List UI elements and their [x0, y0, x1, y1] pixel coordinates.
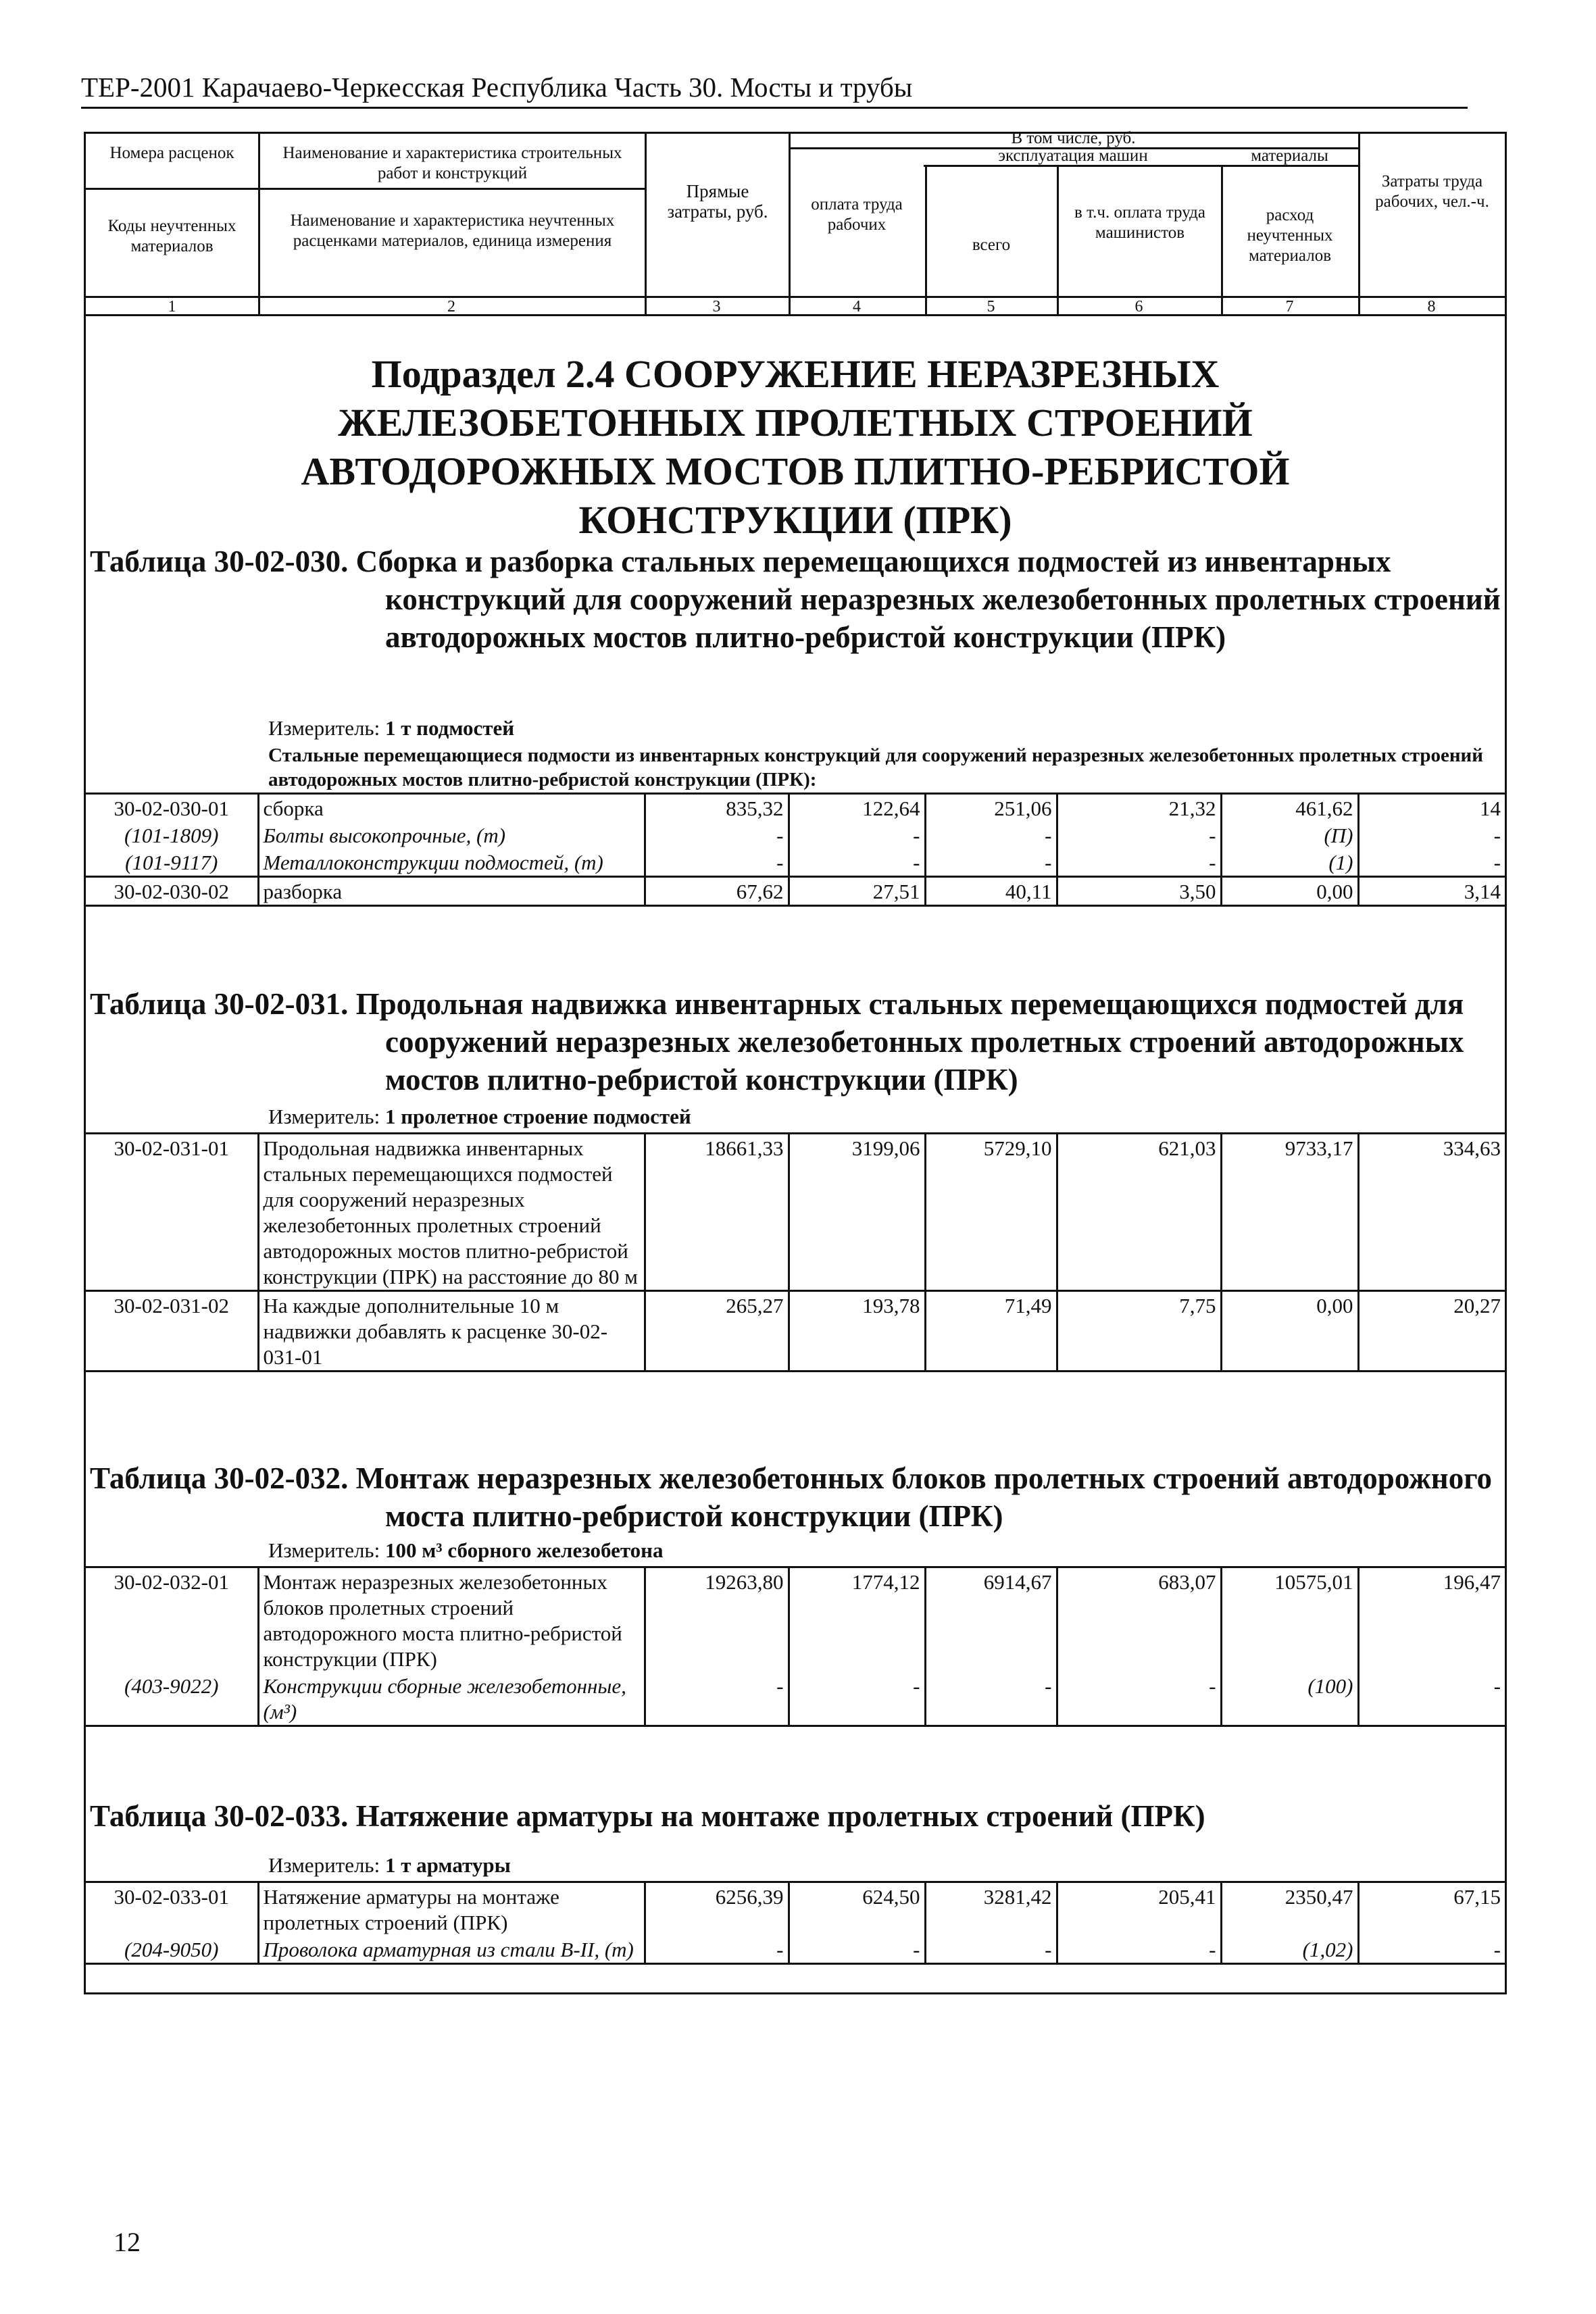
rate-name: Конструкции сборные железобетонные, (м³) [258, 1672, 645, 1726]
labor-cell: 3,14 [1358, 877, 1505, 906]
page-header: ТЕР-2001 Карачаево-Черкесская Республика Часть 30. Мосты и трубы [81, 72, 913, 103]
wages-cell: 27,51 [789, 877, 925, 906]
wages-cell: 122,64 [789, 794, 925, 822]
rate-row [86, 1291, 1505, 1372]
rate-name: На каждые дополнительные 10 м надвижки добавлять к расценке 30-02-031-01 [258, 1291, 645, 1372]
table-meter [268, 1853, 511, 1878]
machinists-cell: 7,75 [1057, 1291, 1221, 1372]
header-materials: материалы [1251, 147, 1328, 165]
labor-cell: - [1358, 822, 1505, 849]
table-title: Таблица 30-02-032. Монтаж неразрезных железобетонных блоков пролетных строений автодорожного моста плитно-ребристой конструкции (ПРК) [90, 1461, 1493, 1533]
machines-cell: - [925, 849, 1057, 877]
direct-costs: 67,62 [645, 877, 789, 906]
table-meter [268, 1105, 691, 1129]
material-row [86, 822, 1505, 849]
direct-costs: 265,27 [645, 1291, 789, 1372]
machinists-cell: - [1057, 822, 1221, 849]
meter-value: 1 т арматуры [384, 1853, 511, 1877]
wages-cell: 193,78 [789, 1291, 925, 1372]
header-codes: Номера расценок [109, 144, 234, 162]
direct-costs: 6256,39 [645, 1882, 789, 1936]
machines-cell: 71,49 [925, 1291, 1057, 1372]
machinists-cell: 621,03 [1057, 1134, 1221, 1291]
rate-code: 30-02-030-01 [86, 794, 258, 822]
direct-costs: - [645, 849, 789, 877]
rate-name: разборка [258, 877, 645, 906]
materials-cell: 10575,01 [1221, 1567, 1358, 1673]
meter-value: 1 пролетное строение подмостей [384, 1105, 691, 1128]
table-meter [268, 1538, 664, 1563]
header-material-codes: Коды неучтенных материалов [107, 217, 236, 255]
wages-cell: - [789, 1672, 925, 1726]
materials-cell: 0,00 [1221, 1291, 1358, 1372]
material-row [86, 1672, 1505, 1726]
direct-costs: - [645, 1672, 789, 1726]
rate-code: 30-02-031-02 [86, 1291, 258, 1372]
rate-code: 30-02-032-01 [86, 1567, 258, 1673]
rate-name: сборка [258, 794, 645, 822]
header-number: 8 [1427, 298, 1436, 316]
machines-cell: 40,11 [925, 877, 1057, 906]
machinists-cell: - [1057, 849, 1221, 877]
machines-cell: 251,06 [925, 794, 1057, 822]
machines-cell: 5729,10 [925, 1134, 1057, 1291]
materials-cell: 2350,47 [1221, 1882, 1358, 1936]
header-materials-unaccounted: расход неучтенных материалов [1247, 206, 1333, 265]
machinists-cell: - [1057, 1936, 1221, 1964]
materials-cell: 461,62 [1221, 794, 1358, 822]
header-machines-total: всего [972, 236, 1011, 254]
header-material-name: Наименование и характеристика неучтенных расценками материалов, единица измерения [290, 211, 615, 250]
rate-name: Металлоконструкции подмостей, (т) [258, 849, 645, 877]
wages-cell: 3199,06 [789, 1134, 925, 1291]
section-title: Подраздел 2.4 СООРУЖЕНИЕ НЕРАЗРЕЗНЫХ ЖЕЛЕЗОБЕТОННЫХ ПРОЛЕТНЫХ СТРОЕНИЙ АВТОДОРОЖНЫХ МОСТОВ ПЛИТНО-РЕБРИСТОЙ КОНСТРУКЦИИ (ПРК) [301, 352, 1290, 542]
table-title: Таблица 30-02-033. Натяжение арматуры на монтаже пролетных строений (ПРК) [90, 1799, 1205, 1833]
header-direct-costs: Прямые затраты, руб. [667, 181, 768, 222]
materials-cell: (П) [1221, 822, 1358, 849]
column-header [86, 129, 1505, 316]
header-number: 4 [853, 298, 861, 316]
labor-cell: - [1358, 1936, 1505, 1964]
machines-cell: - [925, 1936, 1057, 1964]
materials-cell: (100) [1221, 1672, 1358, 1726]
rate-row [86, 1882, 1505, 1936]
machinists-cell: 683,07 [1057, 1567, 1221, 1673]
rate-row [86, 1134, 1505, 1291]
header-machinists: в т.ч. оплата труда машинистов [1074, 203, 1205, 242]
header-in-total: В том числе, руб. [1011, 129, 1136, 147]
header-number: 1 [168, 298, 176, 316]
header-wages: оплата труда рабочих [811, 195, 903, 234]
labor-cell: 20,27 [1358, 1291, 1505, 1372]
direct-costs: - [645, 1936, 789, 1964]
rates-table-031 [86, 1132, 1505, 1372]
materials-cell: (1,02) [1221, 1936, 1358, 1964]
rates-table-030 [86, 793, 1505, 907]
page-frame [84, 129, 1507, 1994]
rate-row [86, 1567, 1505, 1673]
materials-cell: 9733,17 [1221, 1134, 1358, 1291]
machinists-cell: 3,50 [1057, 877, 1221, 906]
direct-costs: - [645, 822, 789, 849]
rate-name: Проволока арматурная из стали В-II, (т) [258, 1936, 645, 1964]
table-title: Таблица 30-02-031. Продольная надвижка инвентарных стальных перемещающихся подмостей для сооружений неразрезных железобетонных пролетных строений автодорожных мостов плитно-ребристой конструкции (ПРК) [90, 987, 1464, 1097]
rate-code: (204-9050) [86, 1936, 258, 1964]
meter-value: 100 м³ сборного железобетона [384, 1538, 664, 1562]
meter-value: 1 т подмостей [384, 716, 515, 740]
rate-code: 30-02-031-01 [86, 1134, 258, 1291]
machines-cell: 6914,67 [925, 1567, 1057, 1673]
labor-cell: 196,47 [1358, 1567, 1505, 1673]
header-number: 7 [1285, 298, 1294, 316]
labor-cell: - [1358, 849, 1505, 877]
page-number: 12 [114, 2227, 141, 2257]
rate-name: Болты высокопрочные, (т) [258, 822, 645, 849]
rate-row [86, 794, 1505, 822]
labor-cell: - [1358, 1672, 1505, 1726]
materials-cell: 0,00 [1221, 877, 1358, 906]
table-meter [268, 716, 514, 740]
direct-costs: 19263,80 [645, 1567, 789, 1673]
wages-cell: 1774,12 [789, 1567, 925, 1673]
rate-row [86, 877, 1505, 906]
rate-code: (101-9117) [125, 851, 218, 874]
material-row [86, 1936, 1505, 1964]
labor-cell: 67,15 [1358, 1882, 1505, 1936]
table-title: Таблица 30-02-030. Сборка и разборка стальных перемещающихся подмостей из инвентарных конструкций для сооружений неразрезных железобетонных пролетных строений автодорожных мостов плитно-ребристой конструкции (ПРК) [90, 545, 1501, 654]
rate-code: 30-02-033-01 [86, 1882, 258, 1936]
wages-cell: - [789, 849, 925, 877]
machinists-cell: 21,32 [1057, 794, 1221, 822]
meter-label: Измеритель: [268, 1105, 380, 1128]
header-rule [81, 107, 1468, 109]
table-group-heading: Стальные перемещающиеся подмости из инвентарных конструкций для сооружений неразрезных железобетонных пролетных строений автодорожных мостов плитно-ребристой конструкции (ПРК): [268, 745, 1483, 790]
header-work-name: Наименование и характеристика строительных работ и конструкций [282, 144, 622, 182]
labor-cell: 334,63 [1358, 1134, 1505, 1291]
header-number: 5 [987, 298, 995, 316]
labor-cell: 14 [1358, 794, 1505, 822]
machinists-cell: 205,41 [1057, 1882, 1221, 1936]
material-row [86, 849, 1505, 877]
machines-cell: 3281,42 [925, 1882, 1057, 1936]
direct-costs: 18661,33 [645, 1134, 789, 1291]
meter-label: Измеритель: [268, 1853, 380, 1877]
rate-name: Монтаж неразрезных железобетонных блоков пролетных строений автодорожного моста плитно-ребристой конструкции (ПРК) [258, 1567, 645, 1673]
rate-name: Продольная надвижка инвентарных стальных перемещающихся подмостей для сооружений неразрезных железобетонных пролетных строений автодорожных мостов плитно-ребристой конструкции (ПРК) на расстояние до 80 м [258, 1134, 645, 1291]
direct-costs: 835,32 [645, 794, 789, 822]
machinists-cell: - [1057, 1672, 1221, 1726]
header-number: 2 [447, 298, 455, 316]
header-number: 6 [1134, 298, 1143, 316]
rate-name: Натяжение арматуры на монтаже пролетных строений (ПРК) [258, 1882, 645, 1936]
rates-table-032 [86, 1566, 1505, 1727]
header-number: 3 [712, 298, 721, 316]
rate-code: 30-02-030-02 [86, 877, 258, 906]
wages-cell: - [789, 822, 925, 849]
materials-cell: (1) [1221, 849, 1358, 877]
meter-label: Измеритель: [268, 1538, 380, 1562]
wages-cell: 624,50 [789, 1882, 925, 1936]
machines-cell: - [925, 822, 1057, 849]
wages-cell: - [789, 1936, 925, 1964]
header-machines: эксплуатация машин [998, 147, 1148, 165]
machines-cell: - [925, 1672, 1057, 1726]
rates-table-033 [86, 1881, 1505, 1965]
rate-code: (403-9022) [86, 1672, 258, 1726]
rate-code: (101-1809) [124, 824, 219, 847]
meter-label: Измеритель: [268, 716, 380, 740]
header-labor: Затраты труда рабочих, чел.-ч. [1375, 172, 1489, 211]
